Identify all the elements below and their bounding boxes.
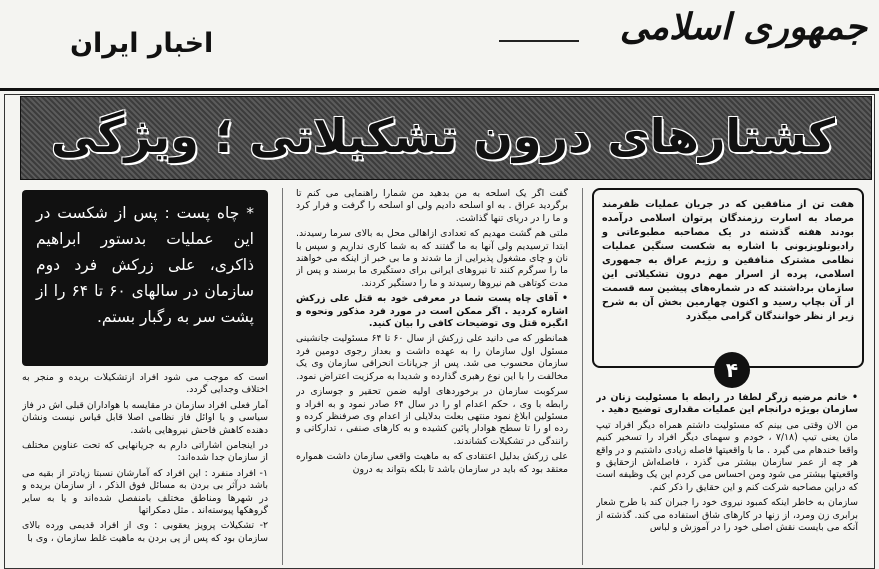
paragraph: • خانم مرضیه زرگر لطفا در رابطه با مسئولیت زنان در سازمان بویژه درانجام این عملیات مقداری توضیح دهید . (596, 392, 858, 416)
paragraph: من الان وقتی می بینم که مسئولیت داشتم همراه دیگر افراد تیپ مان یعنی تیپ (۷/۱۸ ، خودم و سهمای دیگر افراد را تسخیر کنیم واقعا خندهام می گیرد . ما با واقعیتها فاصله زیادی داشتیم و در واقع هر چه از عمر سازمان بیشتر می گذرد ، فاصله‌اش ازحقایق و واقعیتها بیشتر می شود ومن احساس می کردم این یک وظیفه است که دراین مصاحبه شرکت کنم و این حقایق را ذکر کنم. (596, 419, 858, 493)
pull-quote-box (22, 190, 268, 366)
middle-column (296, 188, 568, 565)
masthead (0, 0, 879, 92)
column-divider (282, 188, 283, 565)
paragraph: علی زرکش بدلیل اعتقادی که به ماهیت واقعی سازمان داشت همواره معتقد بود که باید در سازمان باشد تا بلکه بتواند به درون (296, 451, 568, 475)
paragraph: • آقای چاه پست شما در معرفی خود به قتل علی زرکش اشاره کردید . اگر ممکن است در مورد فرد مذکور ونحوه و انگیزه قتل وی توضیحات کافی را بیان کنید. (296, 293, 568, 330)
column-divider (582, 188, 583, 565)
masthead-rule (0, 88, 879, 91)
intro-box (592, 188, 864, 368)
left-column (22, 372, 268, 565)
paragraph: ۱- افراد منفرد : این افراد که آمارشان نسبتا زیادتر از بقیه می باشد درآثر بی بردن به مسائل فوق الذکر ، از سازمان بریده و در شهرها ومناطق مختلف بامنفصل شده‌اند و یا به سایر گروهکها پیوسته‌اند . مثل دمکراتها (22, 467, 268, 517)
paragraph: ۲- تشکیلات پرویز یعقوبی : وی از افراد قدیمی ورده بالای سازمان بود که پس از پی بردن به ماهیت غلط سازمان ، وی با (22, 520, 268, 544)
pull-quote: * چاه پست : پس از شکست در این عملیات بدستور ابراهیم ذاکری، علی زرکش فرد دوم سازمان در سالهای ۶۰ تا ۶۴ را از پشت سر به رگبار بستم. (36, 204, 254, 326)
part-number-badge: ۴ (714, 352, 750, 388)
masthead-divider (499, 40, 579, 42)
paragraph: در اینجامن اشاراتی دارم به جریانهایی که تحت عناوین مختلف از سازمان جدا شده‌اند: (22, 440, 268, 464)
section-title: اخبار ایران (70, 28, 214, 59)
paragraph: همانطور که می دانید علی زرکش از سال ۶۰ تا ۶۴ مسئولیت جانشینی مسئول اول سازمان را به عهده داشت و بعداز رجوی دومین فرد سازمان محسوب می شد. پس از جریانات انحرافی سازمان وی یک مخالفت را با این نوع رهبری گذارده و شدیدا به مرکزیت اعتراض نمود. (296, 333, 568, 382)
paragraph: آمار فعلی افراد سازمان در مقایسه با هواداران قبلی اش در فاز سیاسی و یا اوائل فاز نظامی اصلا قابل قیاس نیست ونشان دهنده کاهش فاحش نیروهایی باشد. (22, 399, 268, 436)
paragraph: سرکوبت سازمان در برخوردهای اولیه ضمن تحقیر و جوسازی در رابطه با وی ، حکم اعدام او را در سال ۶۴ صادر نمود و به افراد و مسئولین ابلاغ نمود منتهی بعلت بدلایلی از اعدام وی صرفنظر کرده و رده او را تا سطح هوادار پائین کشیده و به کارهای صنفی ، تدارکاتی و رانندگی در تشکیلات کشاندند. (296, 386, 568, 447)
intro-text: هفت تن از منافقین که در جریان عملیات ظفرمند مرصاد به اسارت رزمندگان پرتوان اسلامی درآمده بودند هفته گذشته در یک مصاحبه مطبوعاتی و رادیوتلویزیونی با اشاره به شکست سنگین عملیات نظامی مشترک منافقین و رژیم عراق به جمهوری اسلامی، پرده از اسرار مهم درون تشکیلاتی این سازمان برداشتند که در شماره‌های پیشین سه قسمت از آن بچاپ رسید و اکنون چهارمین بخش آن به شرح زیر از نظر خوانندگان گرامی میگذرد (602, 199, 854, 322)
headline: کشتارهای درون تشکیلاتی ؛ ویژگی (51, 109, 835, 163)
paragraph: سازمان به خاطر اینکه کمبود نیروی خود را جبران کند با طرح شعار برابری زن ومرد، از زنها در کارهای شاق استفاده می کند. گذشته از آنکه می بایست نقش اصلی خود را در آموزش و لباس (596, 497, 858, 534)
headline-banner (20, 96, 872, 180)
paper-name: جمهوری اسلامی (619, 6, 867, 48)
paragraph: گفت اگر یک اسلحه به من بدهید من شمارا راهنمایی می کنم تا برگردید عراق . به او اسلحه دادیم ولی او اسلحه را گرفت و فرار کرد و ما را در دریای تنها گذاشت. (296, 188, 568, 224)
paragraph: ملتی هم گشت مهدیم که تعدادی ازاهالی محل به بالای سرما رسیدند. ابتدا ترسیدیم ولی آنها به ما گفتند که به شما کاری نداریم و سپس با نان و چای مشغول پذیرایی از ما شدند و ما بی خبر از اینکه می خواهند ما را سرگرم کنند تا نیروهای ایرانی برای دستگیری ما برسند و پس از مدت کوتاهی هم نیروها رسیدند و ما را دستگیر کردند. (296, 228, 568, 289)
paragraph: است که موجب می شود افراد ازتشکیلات بریده و منجر به اختلاف وجدایی گردد. (22, 372, 268, 396)
right-column (596, 392, 858, 565)
